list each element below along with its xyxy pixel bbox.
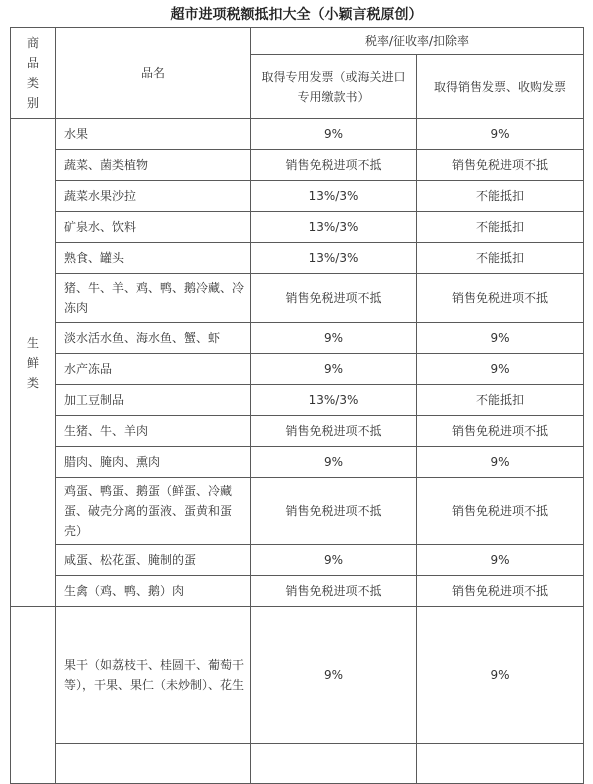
- sales-invoice-rate-cell: 9%: [417, 354, 584, 385]
- sales-invoice-header: 取得销售发票、收购发票: [417, 55, 584, 119]
- special-invoice-rate-cell: 销售免税进项不抵: [251, 478, 417, 545]
- special-invoice-header: 取得专用发票（或海关进口专用缴款书）: [251, 55, 417, 119]
- special-invoice-rate-cell: 销售免税进项不抵: [251, 150, 417, 181]
- sales-invoice-rate-cell: 不能抵扣: [417, 181, 584, 212]
- sales-invoice-rate-cell: 不能抵扣: [417, 385, 584, 416]
- table-row: [11, 212, 584, 243]
- table-row: [11, 119, 584, 150]
- special-invoice-rate-cell: 13%/3%: [251, 385, 417, 416]
- table-row: [11, 607, 584, 744]
- header-row: [11, 28, 584, 55]
- table-row: [11, 243, 584, 274]
- table-row: [11, 274, 584, 323]
- table-row: [11, 744, 584, 784]
- category-header: 商品类别: [26, 36, 39, 110]
- special-invoice-rate-cell: 9%: [251, 323, 417, 354]
- product-name-cell: 鸡蛋、鸭蛋、鹅蛋（鲜蛋、冷藏蛋、破壳分离的蛋液、蛋黄和蛋壳）: [56, 478, 251, 545]
- special-invoice-rate-cell: 9%: [251, 545, 417, 576]
- table-title: 超市进项税额抵扣大全（小颖言税原创）: [170, 7, 423, 23]
- product-name-cell: [56, 744, 251, 784]
- product-name-cell: 生猪、牛、羊肉: [56, 416, 251, 447]
- sales-invoice-rate-cell: 9%: [417, 545, 584, 576]
- table-row: [11, 181, 584, 212]
- product-name-cell: 腊肉、腌肉、熏肉: [56, 447, 251, 478]
- sales-invoice-rate-cell: 不能抵扣: [417, 212, 584, 243]
- special-invoice-rate-cell: [251, 744, 417, 784]
- product-name-cell: 蔬菜水果沙拉: [56, 181, 251, 212]
- category-header-cell: [11, 28, 56, 119]
- category-cell: [11, 119, 56, 607]
- sales-invoice-rate-cell: 9%: [417, 447, 584, 478]
- table-row: [11, 150, 584, 181]
- table-row: [11, 416, 584, 447]
- rates-group-header: 税率/征收率/扣除率: [251, 28, 584, 55]
- product-name-cell: 生禽（鸡、鸭、鹅）肉: [56, 576, 251, 607]
- special-invoice-rate-cell: 9%: [251, 607, 417, 744]
- product-name-cell: 熟食、罐头: [56, 243, 251, 274]
- sales-invoice-rate-cell: 销售免税进项不抵: [417, 274, 584, 323]
- product-header: 品名: [56, 28, 251, 119]
- sales-invoice-rate-cell: 9%: [417, 607, 584, 744]
- sales-invoice-rate-cell: 不能抵扣: [417, 243, 584, 274]
- product-name-cell: 水产冻品: [56, 354, 251, 385]
- sales-invoice-rate-cell: 销售免税进项不抵: [417, 150, 584, 181]
- table-row: [11, 545, 584, 576]
- special-invoice-rate-cell: 9%: [251, 354, 417, 385]
- tax-deduction-table: [10, 27, 584, 784]
- special-invoice-rate-cell: 13%/3%: [251, 212, 417, 243]
- product-name-cell: 果干（如荔枝干、桂圆干、葡萄干等），干果、果仁（未炒制）、花生: [56, 607, 251, 744]
- sales-invoice-rate-cell: 销售免税进项不抵: [417, 416, 584, 447]
- product-name-cell: 矿泉水、饮料: [56, 212, 251, 243]
- special-invoice-rate-cell: 9%: [251, 119, 417, 150]
- product-name-cell: 咸蛋、松花蛋、腌制的蛋: [56, 545, 251, 576]
- table-row: [11, 447, 584, 478]
- table-row: [11, 354, 584, 385]
- special-invoice-rate-cell: 销售免税进项不抵: [251, 274, 417, 323]
- category-label: 生鲜类: [26, 335, 39, 390]
- special-invoice-rate-cell: 13%/3%: [251, 181, 417, 212]
- special-invoice-rate-cell: 销售免税进项不抵: [251, 416, 417, 447]
- table-row: [11, 576, 584, 607]
- table-row: [11, 385, 584, 416]
- sales-invoice-rate-cell: 销售免税进项不抵: [417, 576, 584, 607]
- special-invoice-rate-cell: 13%/3%: [251, 243, 417, 274]
- product-name-cell: 加工豆制品: [56, 385, 251, 416]
- product-name-cell: 淡水活水鱼、海水鱼、蟹、虾: [56, 323, 251, 354]
- sales-invoice-rate-cell: 9%: [417, 119, 584, 150]
- table-row: [11, 323, 584, 354]
- product-name-cell: 水果: [56, 119, 251, 150]
- sales-invoice-rate-cell: 销售免税进项不抵: [417, 478, 584, 545]
- sales-invoice-rate-cell: 9%: [417, 323, 584, 354]
- table-row: [11, 478, 584, 545]
- sales-invoice-rate-cell: [417, 744, 584, 784]
- product-name-cell: 猪、牛、羊、鸡、鸭、鹅冷藏、冷冻肉: [56, 274, 251, 323]
- special-invoice-rate-cell: 销售免税进项不抵: [251, 576, 417, 607]
- special-invoice-rate-cell: 9%: [251, 447, 417, 478]
- product-name-cell: 蔬菜、菌类植物: [56, 150, 251, 181]
- category-cell: [11, 607, 56, 784]
